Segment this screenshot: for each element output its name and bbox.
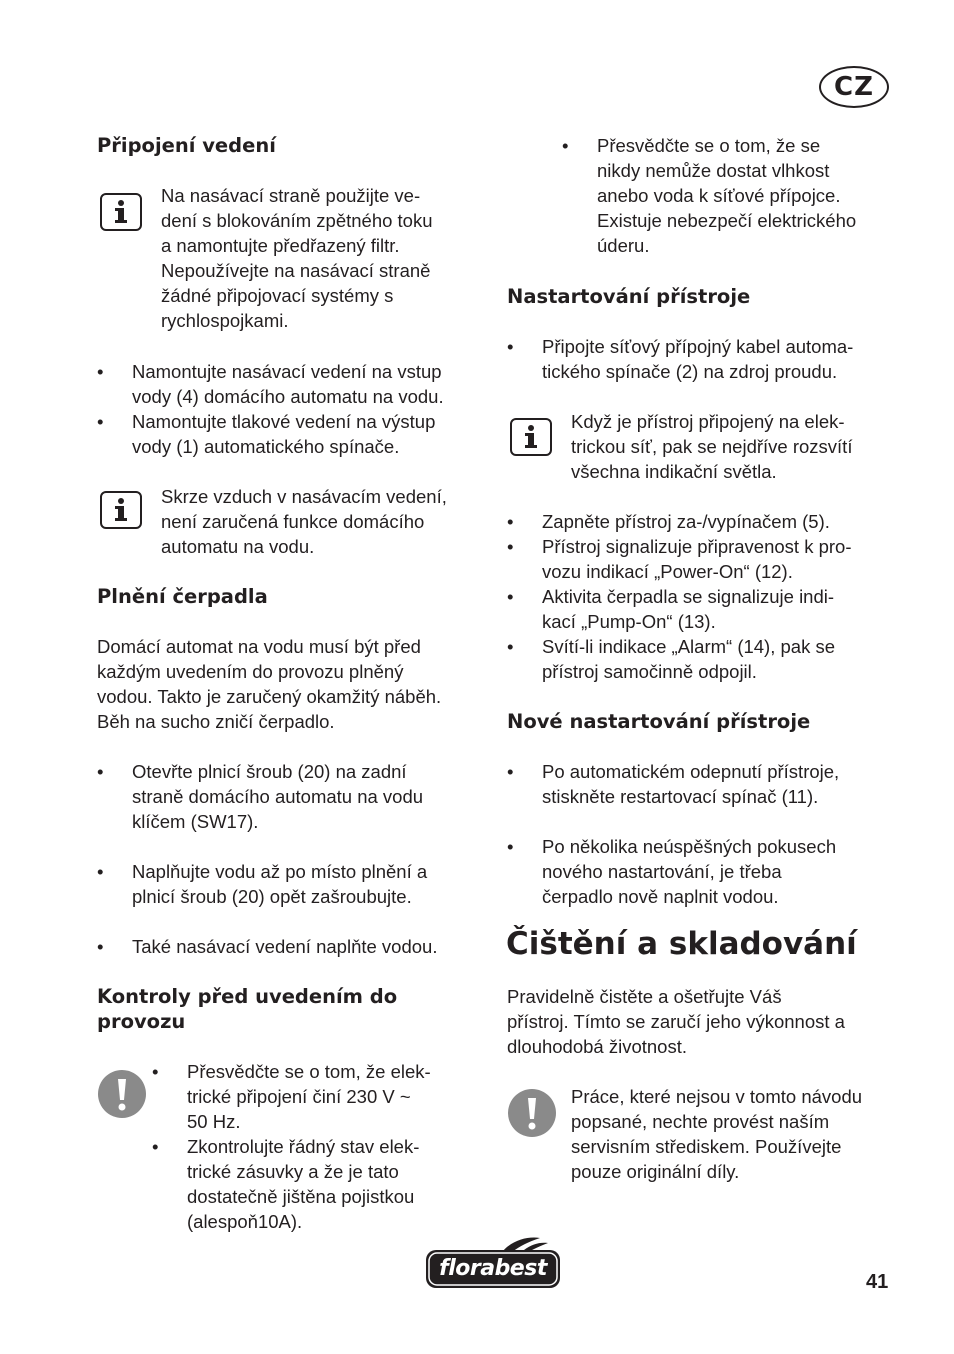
warning-icon — [508, 1089, 556, 1137]
info-icon — [510, 418, 552, 456]
section-title-nastartovani: Nastartování přístroje — [507, 285, 751, 308]
warning-icon — [98, 1070, 146, 1118]
paragraph-plneni: Domácí automat na vodu musí být před každým uvedením do provozu plněný vodou. Takto je zaručený okamžitý náběh. Běh na sucho zničí čerpadlo. — [97, 636, 442, 732]
list-item: • Přístroj signalizuje připravenost k pro- vozu indikací „Power-On“ (12). — [507, 536, 852, 582]
bullet-list-filling — [97, 759, 497, 959]
info-note-1: Na nasávací straně použijte ve- dení s blokováním zpětného toku a namontujte předřazený filtr. Nepoužívejte na nasávací straně žádné připojovací systémy s rychlospojkami. — [161, 185, 433, 331]
warning-list-checks — [152, 1059, 482, 1234]
chapter-title-cisteni: Čištění a skladování — [506, 926, 857, 962]
list-item: • Aktivita čerpadla se signalizuje indi- kací „Pump-On“ (13). — [507, 586, 835, 632]
bullet-list-connection — [97, 359, 497, 459]
list-item: • Po několika neúspěšných pokusech nového nastartování, je třeba čerpadlo nově naplnit vodou. — [507, 836, 837, 907]
info-icon — [100, 193, 142, 231]
list-item: • Namontujte nasávací vedení na vstup vody (4) domácího automatu na vodu. — [97, 361, 444, 407]
list-item: • Zapněte přístroj za-/vypínačem (5). — [507, 511, 830, 532]
list-item: • Přesvědčte se o tom, že elek- trické připojení činí 230 V ~ 50 Hz. — [152, 1061, 431, 1132]
bullet-list-indicators — [507, 509, 907, 684]
info-note-2: Skrze vzduch v nasávacím vedení, není zaručená funkce domácího automatu na vodu. — [161, 486, 447, 557]
list-item: • Připojte síťový přípojný kabel automa- tického spínače (2) na zdroj proudu. — [507, 336, 854, 382]
list-item: • Po automatickém odepnutí přístroje, stiskněte restartovací spínač (11). — [507, 761, 840, 807]
section-title-pripojeni: Připojení vedení — [97, 134, 276, 157]
section-title-nove-nastartovani: Nové nastartování přístroje — [507, 710, 811, 733]
list-item: • Zkontrolujte řádný stav elek- trické zásuvky a že je tato dostatečně jištěna pojistkou (alespoň10A). — [152, 1136, 420, 1232]
bullet-list-start — [507, 334, 907, 384]
section-title-plneni: Plnění čerpadla — [97, 585, 268, 608]
list-item: • Naplňujte vodu až po místo plnění a plnicí šroub (20) opět zašroubujte. — [97, 861, 428, 907]
list-item: • Také nasávací vedení naplňte vodou. — [97, 936, 438, 957]
section-title-kontroly: Kontroly před uvedením do provozu — [97, 985, 398, 1033]
brand-name: florabest — [439, 1256, 547, 1281]
brand-logo — [424, 1236, 562, 1290]
paragraph-cisteni: Pravidelně čistěte a ošetřujte Váš přístroj. Tímto se zaručí jeho výkonnost a dlouhodobá životnost. — [507, 986, 845, 1057]
list-item: • Namontujte tlakové vedení na výstup vody (1) automatického spínače. — [97, 411, 436, 457]
language-badge: CZ — [819, 66, 889, 108]
list-item: • Svítí-li indikace „Alarm“ (14), pak se přístroj samočinně odpojil. — [507, 636, 836, 682]
list-item: • Přesvědčte se o tom, že se nikdy nemůže dostat vlhkost anebo voda k síťové přípojce. Existuje nebezpečí elektrického úderu. — [562, 135, 857, 256]
page-number: 41 — [866, 1271, 889, 1293]
warning-note-service: Práce, které nejsou v tomto návodu popsané, nechte provést naším servisním střediskem. Používejte pouze originální díly. — [571, 1086, 863, 1182]
list-item: • Otevřte plnicí šroub (20) na zadní straně domácího automatu na vodu klíčem (SW17). — [97, 761, 424, 832]
bullet-list-restart — [507, 759, 907, 909]
info-note-3: Když je přístroj připojený na elek- trickou síť, pak se nejdříve rozsvítí všechna indikační světla. — [571, 411, 853, 482]
bullet-list-safety — [562, 133, 902, 258]
info-icon — [100, 491, 142, 529]
